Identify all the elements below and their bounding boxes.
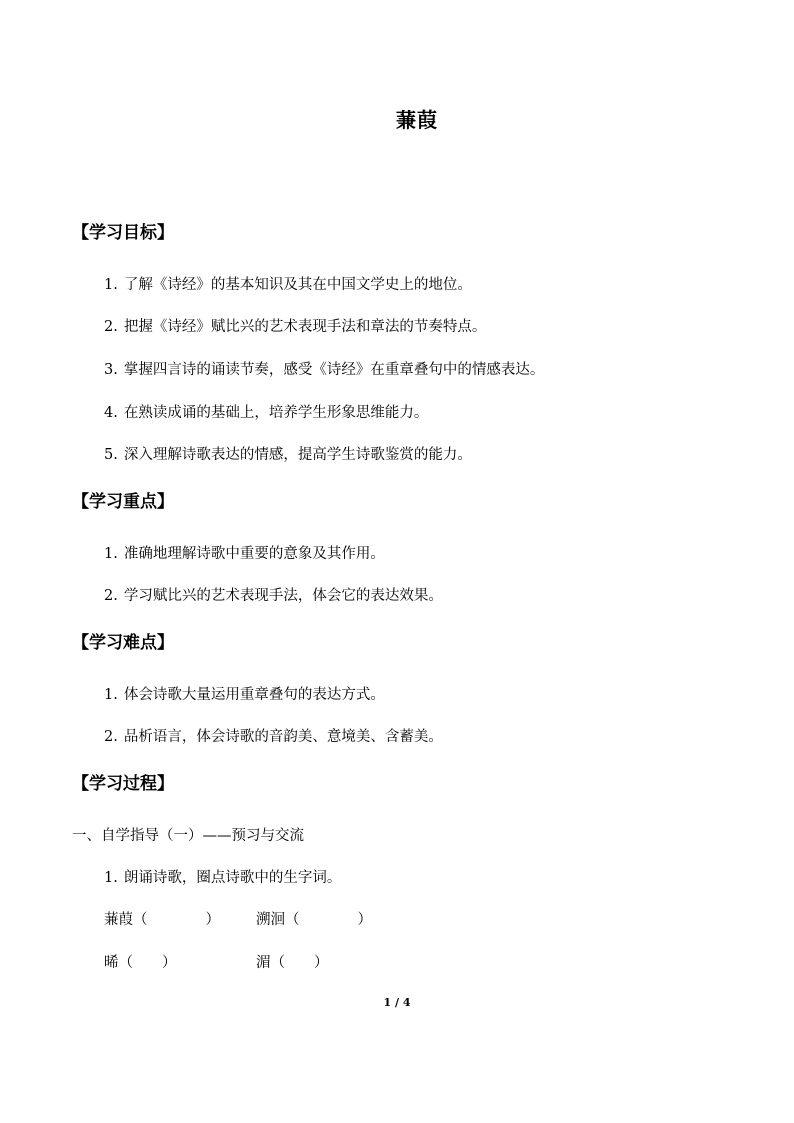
page-number: 1 / 4	[383, 996, 411, 1009]
section-heading-process: 【学习过程】	[72, 774, 174, 794]
list-item	[104, 866, 341, 887]
item-text: 朗诵诗歌，圈点诗歌中的生字词。	[123, 870, 342, 886]
item-text: 准确地理解诗歌中重要的意象及其作用。	[123, 546, 385, 562]
item-text: 在熟读成诵的基础上，培养学生形象思维能力。	[123, 405, 429, 421]
item-number: 3.	[104, 362, 118, 378]
list-item	[104, 401, 428, 422]
vocab-blank: 湄（ ）	[256, 955, 329, 971]
list-item	[104, 584, 443, 605]
page-title: 蒹葭	[396, 108, 438, 132]
item-text: 深入理解诗歌表达的情感，提高学生诗歌鉴赏的能力。	[123, 447, 472, 463]
item-number: 1.	[104, 546, 118, 562]
item-number: 5.	[104, 447, 118, 463]
item-text: 掌握四言诗的诵读节奏，感受《诗经》在重章叠句中的情感表达。	[123, 362, 545, 378]
item-text: 学习赋比兴的艺术表现手法，体会它的表达效果。	[123, 588, 443, 604]
item-number: 1.	[104, 687, 118, 703]
section-heading-difficulties: 【学习难点】	[72, 633, 174, 653]
subsection-heading: 一、自学指导（一）——预习与交流	[72, 828, 304, 844]
list-item	[104, 273, 472, 294]
item-number: 1.	[104, 870, 118, 886]
item-number: 2.	[104, 588, 118, 604]
list-item	[104, 315, 486, 336]
item-text: 体会诗歌大量运用重章叠句的表达方式。	[123, 687, 385, 703]
list-item	[104, 725, 443, 746]
list-item	[104, 358, 544, 379]
item-number: 4.	[104, 405, 118, 421]
section-heading-keypoints: 【学习重点】	[72, 492, 174, 512]
section-heading-goals: 【学习目标】	[72, 223, 174, 243]
item-number: 1.	[104, 277, 118, 293]
vocab-blank: 溯洄（ ）	[256, 912, 372, 928]
list-item	[104, 443, 472, 464]
item-text: 把握《诗经》赋比兴的艺术表现手法和章法的节奏特点。	[123, 319, 487, 335]
item-text: 了解《诗经》的基本知识及其在中国文学史上的地位。	[123, 277, 472, 293]
list-item	[104, 542, 385, 563]
list-item	[104, 683, 385, 704]
item-number: 2.	[104, 729, 118, 745]
vocab-blank: 晞（ ）	[104, 955, 177, 971]
item-number: 2.	[104, 319, 118, 335]
vocab-blank: 蒹葭（ ）	[104, 912, 220, 928]
item-text: 品析语言，体会诗歌的音韵美、意境美、含蓄美。	[123, 729, 443, 745]
